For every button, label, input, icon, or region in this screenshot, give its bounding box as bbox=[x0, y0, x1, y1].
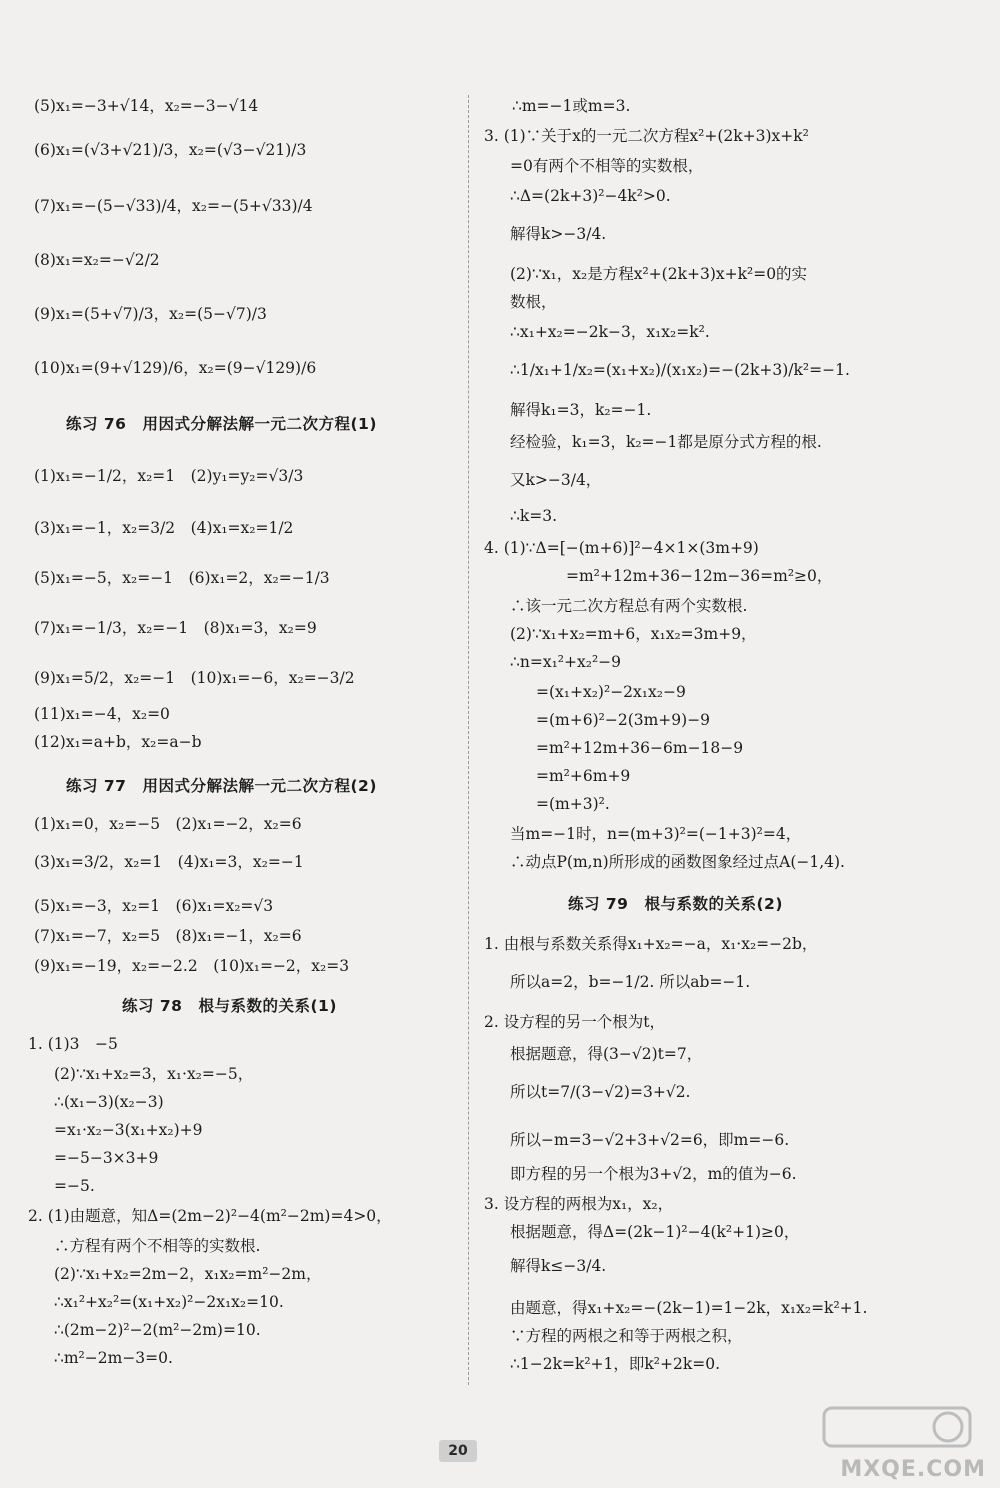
answer-line: (2)∵x₁+x₂=m+6，x₁x₂=3m+9， bbox=[510, 625, 757, 643]
answer-line: (7)x₁=−(5−√33)/4，x₂=−(5+√33)/4 bbox=[34, 197, 313, 215]
answer-line: =0有两个不相等的实数根， bbox=[510, 157, 704, 175]
answer-line: ∵方程的两根之和等于两根之积， bbox=[510, 1327, 743, 1345]
answer-line: (3)x₁=−1，x₂=3/2 (4)x₁=x₂=1/2 bbox=[34, 519, 294, 537]
answer-line: (12)x₁=a+b，x₂=a−b bbox=[34, 733, 202, 751]
answer-line: (8)x₁=x₂=−√2/2 bbox=[34, 251, 160, 269]
answer-line: 解得k₁=3，k₂=−1. bbox=[510, 401, 652, 419]
watermark bbox=[792, 1402, 992, 1482]
answer-line: 4. (1)∵Δ=[−(m+6)]²−4×1×(3m+9) bbox=[484, 539, 759, 557]
answer-line: (1)x₁=−1/2，x₂=1 (2)y₁=y₂=√3/3 bbox=[34, 467, 304, 485]
answer-line: 所以t=7/(3−√2)=3+√2. bbox=[510, 1083, 691, 1101]
answer-line: 经检验，k₁=3，k₂=−1都是原分式方程的根. bbox=[510, 433, 822, 451]
answer-line: =(x₁+x₂)²−2x₁x₂−9 bbox=[536, 683, 686, 701]
answer-line: 数根， bbox=[510, 293, 557, 311]
answer-line: (9)x₁=(5+√7)/3，x₂=(5−√7)/3 bbox=[34, 305, 267, 323]
answer-line: =x₁·x₂−3(x₁+x₂)+9 bbox=[54, 1121, 203, 1139]
answer-line: ∴Δ=(2k+3)²−4k²>0. bbox=[510, 187, 671, 205]
answer-line: (5)x₁=−3，x₂=1 (6)x₁=x₂=√3 bbox=[34, 897, 274, 915]
answer-line: (6)x₁=(√3+√21)/3，x₂=(√3−√21)/3 bbox=[34, 141, 307, 159]
answer-line: (2)∵x₁，x₂是方程x²+(2k+3)x+k²=0的实 bbox=[510, 265, 808, 283]
answer-line: (7)x₁=−7，x₂=5 (8)x₁=−1，x₂=6 bbox=[34, 927, 302, 945]
answer-line: (7)x₁=−1/3，x₂=−1 (8)x₁=3，x₂=9 bbox=[34, 619, 317, 637]
answer-line: (5)x₁=−5，x₂=−1 (6)x₁=2，x₂=−1/3 bbox=[34, 569, 330, 587]
answer-line: 3. 设方程的两根为x₁，x₂， bbox=[484, 1195, 674, 1213]
answer-line: 当m=−1时，n=(m+3)²=(−1+3)²=4， bbox=[510, 825, 802, 843]
answer-line: ∴1−2k=k²+1，即k²+2k=0. bbox=[510, 1355, 721, 1373]
answer-line: ∴(x₁−3)(x₂−3) bbox=[54, 1093, 164, 1111]
answer-line: 2. 设方程的另一个根为t， bbox=[484, 1013, 665, 1031]
answer-line: ∴n=x₁²+x₂²−9 bbox=[510, 653, 622, 671]
answer-line: 所以a=2，b=−1/2. 所以ab=−1. bbox=[510, 973, 751, 991]
answer-line: (10)x₁=(9+√129)/6，x₂=(9−√129)/6 bbox=[34, 359, 317, 377]
answer-line: =−5. bbox=[54, 1177, 95, 1195]
answer-line: 根据题意，得(3−√2)t=7， bbox=[510, 1045, 703, 1063]
answer-line: ∴该一元二次方程总有两个实数根. bbox=[510, 597, 748, 615]
answer-line: 由题意，得x₁+x₂=−(2k−1)=1−2k，x₁x₂=k²+1. bbox=[510, 1299, 868, 1317]
answer-line: =(m+6)²−2(3m+9)−9 bbox=[536, 711, 711, 729]
answer-line: (3)x₁=3/2，x₂=1 (4)x₁=3，x₂=−1 bbox=[34, 853, 304, 871]
answer-line: ∴m²−2m−3=0. bbox=[54, 1349, 173, 1367]
answer-line: (1)x₁=0，x₂=−5 (2)x₁=−2，x₂=6 bbox=[34, 815, 302, 833]
answer-line: (9)x₁=5/2，x₂=−1 (10)x₁=−6，x₂=−3/2 bbox=[34, 669, 355, 687]
column-divider bbox=[468, 95, 469, 1385]
answer-line: 解得k≤−3/4. bbox=[510, 1257, 607, 1275]
answer-line: =(m+3)². bbox=[536, 795, 610, 813]
answer-line: =−5−3×3+9 bbox=[54, 1149, 159, 1167]
answer-line: =m²+12m+36−12m−36=m²≥0， bbox=[566, 567, 833, 585]
watermark-logo-icon bbox=[822, 1402, 972, 1450]
section-heading: 练习 79 根与系数的关系(2) bbox=[568, 895, 783, 913]
answer-line: ∴1/x₁+1/x₂=(x₁+x₂)/(x₁x₂)=−(2k+3)/k²=−1. bbox=[510, 361, 850, 379]
page-number: 20 bbox=[439, 1440, 477, 1462]
answer-line: ∴方程有两个不相等的实数根. bbox=[54, 1237, 261, 1255]
answer-line: 解得k>−3/4. bbox=[510, 225, 607, 243]
answer-line: =m²+6m+9 bbox=[536, 767, 631, 785]
answer-line: ∴(2m−2)²−2(m²−2m)=10. bbox=[54, 1321, 261, 1339]
answer-line: 所以−m=3−√2+3+√2=6，即m=−6. bbox=[510, 1131, 790, 1149]
answer-line: 根据题意，得Δ=(2k−1)²−4(k²+1)≥0， bbox=[510, 1223, 800, 1241]
answer-line: (5)x₁=−3+√14，x₂=−3−√14 bbox=[34, 97, 259, 115]
answer-line: 3. (1)∵关于x的一元二次方程x²+(2k+3)x+k² bbox=[484, 127, 809, 145]
answer-line: ∴m=−1或m=3. bbox=[512, 97, 631, 115]
answer-line: (2)∵x₁+x₂=2m−2，x₁x₂=m²−2m， bbox=[54, 1265, 322, 1283]
answer-line: 1. 由根与系数关系得x₁+x₂=−a，x₁·x₂=−2b， bbox=[484, 935, 818, 953]
answer-line: 又k>−3/4， bbox=[510, 471, 602, 489]
answer-line: =m²+12m+36−6m−18−9 bbox=[536, 739, 744, 757]
answer-line: (9)x₁=−19，x₂=−2.2 (10)x₁=−2，x₂=3 bbox=[34, 957, 350, 975]
answer-line: ∴x₁²+x₂²=(x₁+x₂)²−2x₁x₂=10. bbox=[54, 1293, 284, 1311]
answer-line: 1. (1)3 −5 bbox=[28, 1035, 118, 1053]
section-heading: 练习 78 根与系数的关系(1) bbox=[122, 997, 337, 1015]
answer-line: (11)x₁=−4，x₂=0 bbox=[34, 705, 170, 723]
answer-line: (2)∵x₁+x₂=3，x₁·x₂=−5， bbox=[54, 1065, 254, 1083]
section-heading: 练习 76 用因式分解法解一元二次方程(1) bbox=[66, 415, 377, 433]
answer-line: ∴k=3. bbox=[510, 507, 558, 525]
section-heading: 练习 77 用因式分解法解一元二次方程(2) bbox=[66, 777, 377, 795]
watermark-url: MXQE.COM bbox=[840, 1457, 986, 1482]
answer-line: 2. (1)由题意，知Δ=(2m−2)²−4(m²−2m)=4>0， bbox=[28, 1207, 392, 1225]
answer-line: ∴动点P(m,n)所形成的函数图象经过点A(−1,4). bbox=[510, 853, 845, 871]
answer-line: 即方程的另一个根为3+√2，m的值为−6. bbox=[510, 1165, 797, 1183]
answer-line: ∴x₁+x₂=−2k−3，x₁x₂=k². bbox=[510, 323, 710, 341]
